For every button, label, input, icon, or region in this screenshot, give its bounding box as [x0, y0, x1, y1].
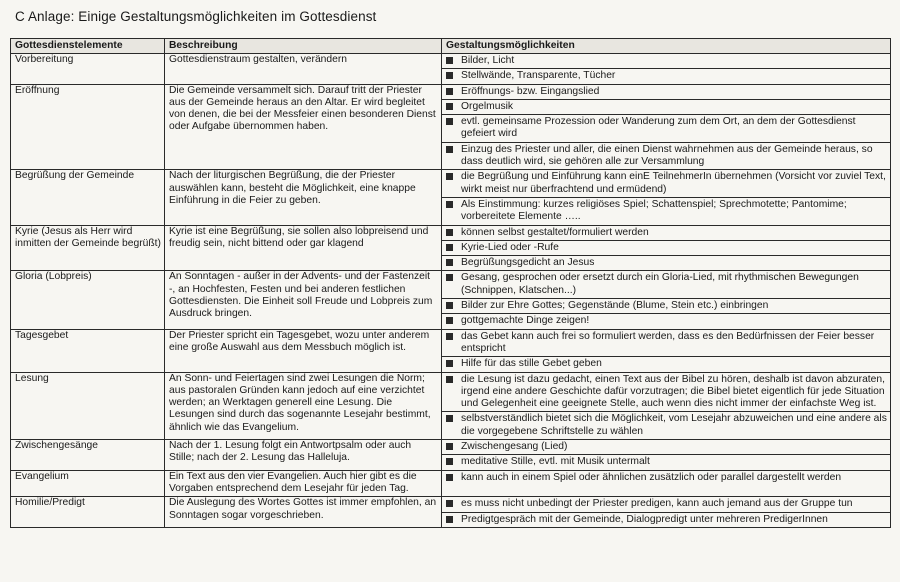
square-bullet-icon — [446, 333, 453, 340]
option-item — [442, 54, 890, 68]
table-row — [11, 225, 891, 271]
cell-element: Tagesgebet — [11, 329, 165, 372]
table-row — [11, 84, 891, 170]
option-item — [442, 497, 890, 511]
option-text: können selbst gestaltet/formuliert werden — [461, 226, 649, 238]
square-bullet-icon — [446, 244, 453, 251]
square-bullet-icon — [446, 443, 453, 450]
square-bullet-icon — [446, 146, 453, 153]
square-bullet-icon — [446, 259, 453, 266]
column-header-options: Gestaltungsmöglichkeiten — [442, 39, 891, 54]
square-bullet-icon — [446, 274, 453, 281]
option-text: meditative Stille, evtl. mit Musik untermalt — [461, 456, 650, 468]
table-header-row — [11, 39, 891, 54]
option-item — [442, 240, 890, 255]
cell-element: Eröffnung — [11, 84, 165, 170]
square-bullet-icon — [446, 118, 453, 125]
square-bullet-icon — [446, 474, 453, 481]
option-item — [442, 373, 890, 412]
table-row — [11, 329, 891, 372]
option-item — [442, 330, 890, 357]
cell-description: Kyrie ist eine Begrüßung, sie sollen also lobpreisend und freudig sein, nicht bittend oder gar klagend — [165, 225, 442, 271]
option-item — [442, 298, 890, 313]
cell-element: Begrüßung der Gemeinde — [11, 170, 165, 225]
cell-element: Kyrie (Jesus als Herr wird inmitten der Gemeinde begrüßt) — [11, 225, 165, 271]
square-bullet-icon — [446, 376, 453, 383]
cell-options — [442, 271, 891, 329]
option-text: es muss nicht unbedingt der Priester predigen, kann auch jemand aus der Gruppe tun — [461, 498, 853, 510]
option-text: Kyrie-Lied oder -Rufe — [461, 241, 559, 253]
option-text: Einzug des Priester und aller, die einen Dienst wahrnehmen aus der Gemeinde heraus, so dass deutlich wird, sie gehören alle zur Versammlung — [461, 143, 873, 168]
square-bullet-icon — [446, 415, 453, 422]
table-row — [11, 470, 891, 497]
square-bullet-icon — [446, 88, 453, 95]
cell-element: Lesung — [11, 372, 165, 439]
option-item — [442, 255, 890, 270]
option-item — [442, 85, 890, 99]
column-header-description: Beschreibung — [165, 39, 442, 54]
square-bullet-icon — [446, 103, 453, 110]
cell-description: Der Priester spricht ein Tagesgebet, wozu unter anderem eine große Auswahl aus dem Messbuch möglich ist. — [165, 329, 442, 372]
option-item — [442, 454, 890, 469]
cell-element: Zwischengesänge — [11, 440, 165, 471]
option-text: die Lesung ist dazu gedacht, einen Text aus der Bibel zu hören, deshalb ist davon abzuraten, irgend eine andere Geschichte dafür vorzutragen; die Bibel bietet eigentlich für jede Situation und Gelegenheit eine geeignete Stelle, auch wenn dies nicht immer der einfachste Weg ist. — [461, 373, 885, 410]
cell-description: Nach der 1. Lesung folgt ein Antwortpsalm oder auch Stille; nach der 2. Lesung das Halleluja. — [165, 440, 442, 471]
option-item — [442, 226, 890, 240]
cell-description: Ein Text aus den vier Evangelien. Auch hier gibt es die Vorgaben entsprechend dem Lesejahr für jeden Tag. — [165, 470, 442, 497]
cell-options — [442, 54, 891, 85]
option-text: Gesang, gesprochen oder ersetzt durch ein Gloria-Lied, mit rhythmischen Bewegungen (Schnippen, Klatschen...) — [461, 272, 859, 296]
square-bullet-icon — [446, 72, 453, 79]
cell-description: Die Auslegung des Wortes Gottes ist immer empfohlen, an Sonntagen sogar vorgeschrieben. — [165, 497, 442, 528]
option-item — [442, 170, 890, 197]
cell-options — [442, 497, 891, 528]
option-text: Orgelmusik — [461, 100, 514, 112]
option-text: evtl. gemeinsame Prozession oder Wanderung zum dem Ort, an dem der Gottesdienst gefeiert wird — [461, 116, 856, 140]
cell-description: An Sonntagen - außer in der Advents- und der Fastenzeit -, an Hochfesten, Festen und bei anderen festlichen Gottesdiensten. Die Einheit soll Freude und Lobpreis zum Ausdruck bringen. — [165, 271, 442, 329]
square-bullet-icon — [446, 229, 453, 236]
table-row — [11, 170, 891, 225]
cell-options — [442, 225, 891, 271]
cell-options — [442, 440, 891, 471]
option-item — [442, 313, 890, 328]
square-bullet-icon — [446, 516, 453, 523]
square-bullet-icon — [446, 458, 453, 465]
option-text: Bilder zur Ehre Gottes; Gegenstände (Blume, Stein etc.) einbringen — [461, 300, 769, 312]
option-text: Eröffnungs- bzw. Eingangslied — [461, 85, 600, 97]
cell-description: Nach der liturgischen Begrüßung, die der Priester auswählen kann, besteht die Möglichkeit, eine knappe Einführung in die Feier zu geben. — [165, 170, 442, 225]
cell-element: Vorbereitung — [11, 54, 165, 85]
cell-description: Gottesdienstraum gestalten, verändern — [165, 54, 442, 85]
square-bullet-icon — [446, 500, 453, 507]
gestaltung-table — [10, 38, 891, 528]
option-text: kann auch in einem Spiel oder ähnlichen zusätzlich oder parallel dargestellt werden — [461, 471, 842, 483]
option-item — [442, 440, 890, 454]
option-text: gottgemachte Dinge zeigen! — [461, 315, 590, 327]
square-bullet-icon — [446, 57, 453, 64]
square-bullet-icon — [446, 317, 453, 324]
column-header-element: Gottesdienstelemente — [11, 39, 165, 54]
option-item — [442, 197, 890, 225]
option-text: Predigtgespräch mit der Gemeinde, Dialogpredigt unter mehreren PredigerInnen — [461, 513, 828, 525]
option-text: Als Einstimmung: kurzes religiöses Spiel; Schattenspiel; Sprechmotette; Pantomime; vorbereitete Elemente ….. — [461, 198, 847, 223]
cell-element: Evangelium — [11, 470, 165, 497]
cell-options — [442, 329, 891, 372]
cell-options — [442, 84, 891, 170]
option-item — [442, 68, 890, 83]
option-item — [442, 471, 890, 485]
cell-options — [442, 470, 891, 497]
table-row — [11, 271, 891, 329]
option-text: Zwischengesang (Lied) — [461, 441, 568, 453]
square-bullet-icon — [446, 201, 453, 208]
option-item — [442, 512, 890, 527]
cell-description: Die Gemeinde versammelt sich. Darauf tritt der Priester aus der Gemeinde heraus an den Altar. Er wird begleitet von denen, die bei der Messfeier einen besonderen Dienst oder Aufgabe übernommen haben. — [165, 84, 442, 170]
table-row — [11, 497, 891, 528]
option-item — [442, 99, 890, 114]
option-item — [442, 271, 890, 298]
table-row — [11, 372, 891, 439]
square-bullet-icon — [446, 360, 453, 367]
square-bullet-icon — [446, 302, 453, 309]
option-text: das Gebet kann auch frei so formuliert werden, dass es den Bedürfnissen der Feier besser entspricht — [461, 330, 875, 354]
option-item — [442, 114, 890, 142]
option-text: Begrüßungsgedicht an Jesus — [461, 257, 595, 269]
cell-options — [442, 170, 891, 225]
option-item — [442, 411, 890, 439]
cell-element: Gloria (Lobpreis) — [11, 271, 165, 329]
square-bullet-icon — [446, 173, 453, 180]
table-row — [11, 54, 891, 85]
option-text: Bilder, Licht — [461, 55, 515, 66]
option-text: Hilfe für das stille Gebet geben — [461, 358, 602, 370]
table-row — [11, 440, 891, 471]
page-title: C Anlage: Einige Gestaltungsmöglichkeiten im Gottesdienst — [15, 9, 377, 24]
option-text: selbstverständlich bietet sich die Möglichkeit, vom Lesejahr abzuweichen und eine andere als die vorgegebene Schriftstelle zu wählen — [461, 413, 887, 437]
cell-options — [442, 372, 891, 439]
option-text: die Begrüßung und Einführung kann einE TeilnehmerIn übernehmen (Vorsicht vor zuviel Text, wirkt meist nur überfrachtend und ermüdend) — [461, 171, 886, 195]
cell-description: An Sonn- und Feiertagen sind zwei Lesungen die Norm; aus pastoralen Gründen kann jedoch auf eine verzichtet werden; an Werktagen generell eine Lesung. Die Lesungen sind durch das sogenannte Lesejahr bestimmt, ähnlich wie das Evangelium. — [165, 372, 442, 439]
option-item — [442, 142, 890, 170]
option-item — [442, 356, 890, 371]
option-text: Stellwände, Transparente, Tücher — [461, 70, 616, 82]
cell-element: Homilie/Predigt — [11, 497, 165, 528]
